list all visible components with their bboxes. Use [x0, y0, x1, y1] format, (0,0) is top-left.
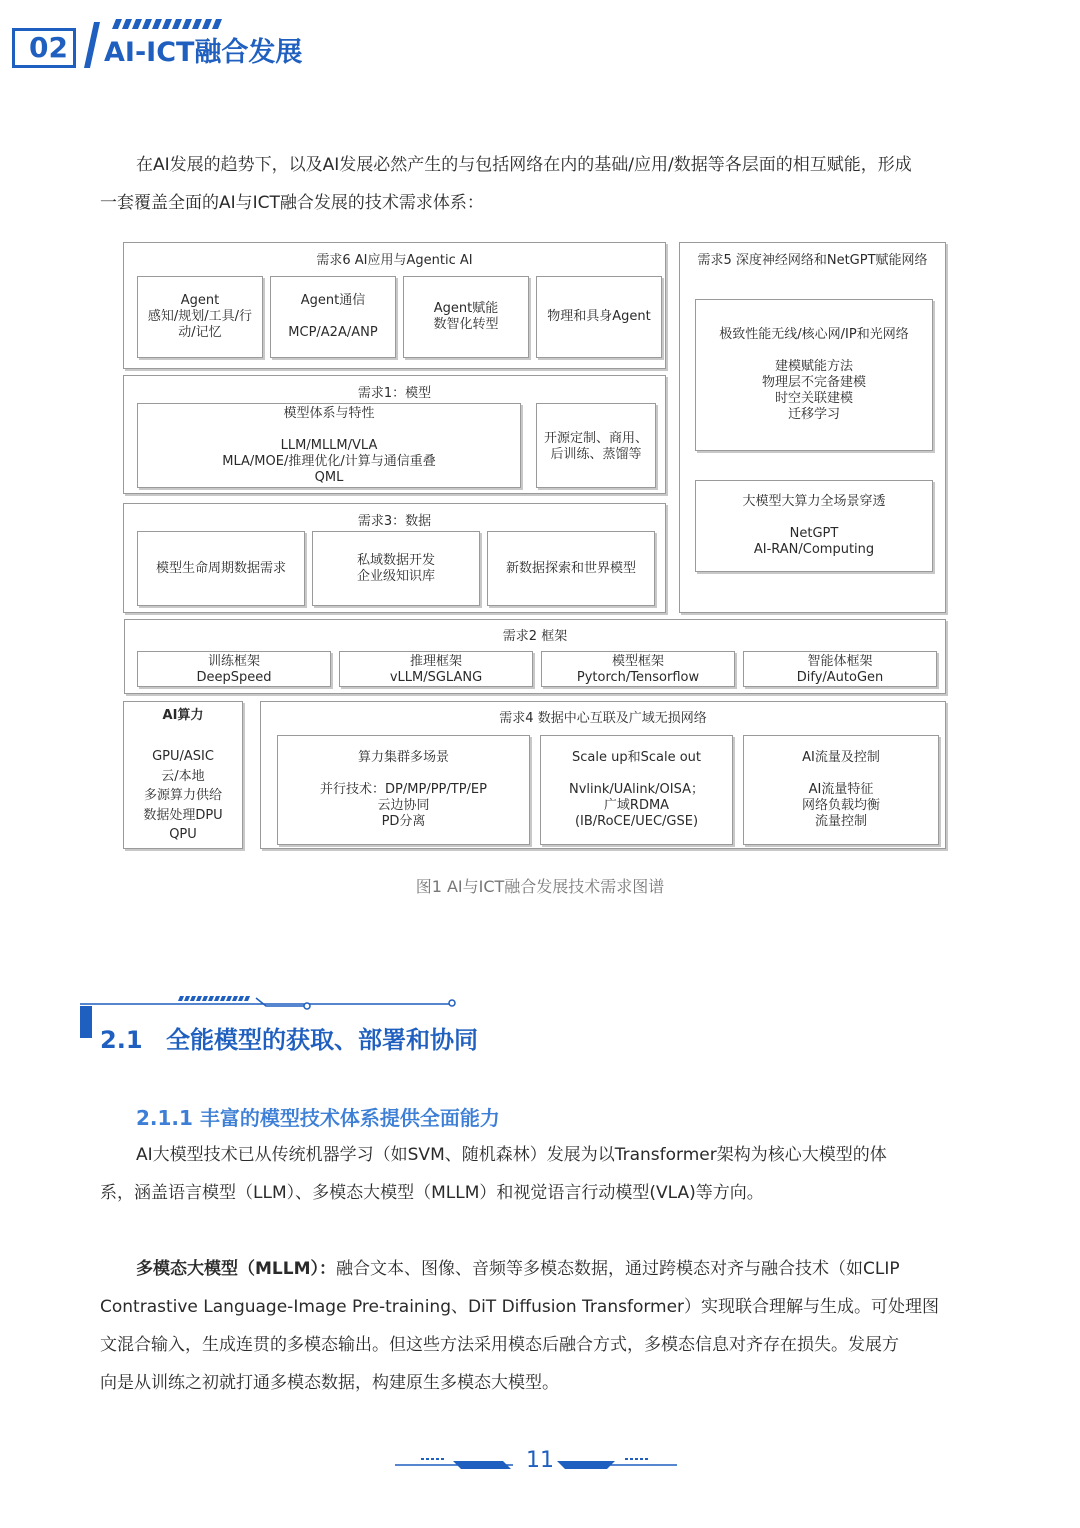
paragraph-2-line-1: 融合文本、图像、音频等多模态数据，通过跨模态对齐与融合技术（如CLIP — [336, 1259, 900, 1279]
intro-line-1: 在AI发展的趋势下，以及AI发展必然产生的与包括网络在内的基础/应用/数据等各层面的相互赋能，形成 — [136, 155, 912, 175]
req3-title: 需求3：数据 — [357, 514, 432, 529]
req1-side — [536, 403, 656, 488]
figure-caption: 图1 AI与ICT融合发展技术需求图谱 — [415, 877, 665, 896]
req1-title: 需求1：模型 — [357, 386, 432, 401]
req6-item-agent-comm — [270, 276, 396, 358]
req2-panel — [124, 619, 946, 694]
req5-box-network-label: 极致性能无线/核心网/IP和光网络 建模赋能方法 物理层不完备建模 时空关联建模 迁移学习 — [719, 327, 909, 422]
req3-panel — [123, 503, 666, 613]
req5-panel — [679, 242, 946, 613]
req3-item-world-model — [487, 531, 655, 606]
req3-item-private-data-label: 私域数据开发 企业级知识库 — [356, 553, 435, 584]
req3-item-lifecycle-label: 模型生命周期数据需求 — [155, 561, 286, 576]
chapter-number-badge: 02 — [12, 28, 76, 68]
req2-item-inference-label: 推理框架 vLLM/SGLANG — [389, 654, 483, 685]
paragraph-2 — [100, 1250, 980, 1402]
intro-line-2: 一套覆盖全面的AI与ICT融合发展的技术需求体系： — [100, 193, 484, 213]
req3-item-private-data — [312, 531, 480, 606]
req2-item-agent-framework — [743, 651, 937, 687]
req6-title: 需求6 AI应用与Agentic AI — [316, 253, 473, 268]
req5-title: 需求5 深度神经网络和NetGPT赋能网络 — [697, 253, 928, 268]
req1-model-system-head: 模型体系与特性 — [283, 406, 375, 421]
paragraph-1-line-1: AI大模型技术已从传统机器学习（如SVM、随机森林）发展为以Transformer架构为核心大模型的体 — [136, 1145, 887, 1165]
paragraph-2-line-4: 向是从训练之初就打通多模态数据，构建原生多模态大模型。 — [100, 1373, 559, 1393]
req2-item-training-label: 训练框架 DeepSpeed — [196, 654, 272, 685]
req6-panel — [123, 242, 666, 369]
compute-title: AI算力 — [162, 708, 204, 723]
req6-item-agent — [137, 276, 263, 358]
req5-box-netgpt-label: 大模型大算力全场景穿透 NetGPT AI-RAN/Computing — [742, 494, 886, 557]
subsection-heading: 2.1.1 丰富的模型技术体系提供全面能力 — [136, 1106, 500, 1130]
req1-side-label: 开源定制、商用、 后训练、蒸馏等 — [543, 431, 648, 462]
req6-item-agent-comm-label: Agent通信 MCP/A2A/ANP — [288, 293, 378, 340]
req3-item-lifecycle — [137, 531, 305, 606]
req4-item-cluster — [277, 735, 530, 845]
req4-item-cluster-label: 算力集群多场景 并行技术：DP/MP/PP/TP/EP 云边协同 PD分离 — [320, 750, 487, 829]
req2-item-agent-framework-label: 智能体框架 Dify/AutoGen — [796, 654, 884, 685]
req6-item-embodied — [536, 276, 662, 358]
req6-item-embodied-label: 物理和具身Agent — [547, 309, 651, 324]
paragraph-2-line-3: 文混合输入，生成连贯的多模态输出。但这些方法采用模态后融合方式，多模态信息对齐存在损失。发展方 — [100, 1335, 899, 1355]
paragraph-2-lead: 多模态大模型（MLLM）： — [136, 1259, 336, 1279]
page-number: 11 — [526, 1448, 554, 1473]
req4-panel — [260, 701, 946, 849]
compute-panel — [123, 701, 243, 849]
chapter-title: AI-ICT融合发展 — [104, 37, 303, 68]
paragraph-2-line-2: Contrastive Language-Image Pre-training、DiT Diffusion Transformer）实现联合理解与生成。可处理图 — [100, 1297, 940, 1317]
paragraph-1-line-2: 系，涵盖语言模型（LLM）、多模态大模型（MLLM）和视觉语言行动模型(VLA)等方向。 — [100, 1183, 764, 1203]
req4-item-scale — [540, 735, 733, 845]
req2-item-training — [137, 651, 331, 687]
paragraph-1 — [100, 1136, 980, 1212]
req2-item-inference — [339, 651, 533, 687]
req4-item-scale-label: Scale up和Scale out Nvlink/UAlink/OISA； 广域RDMA (IB/RoCE/UEC/GSE) — [568, 750, 705, 829]
section-number: 2.1 — [100, 1026, 143, 1054]
req5-box-netgpt — [695, 480, 933, 572]
req5-box-network — [695, 299, 933, 451]
req3-item-world-model-label: 新数据探索和世界模型 — [505, 561, 636, 576]
req4-item-traffic — [743, 735, 939, 845]
req6-item-agent-label: Agent 感知/规划/工具/行 动/记忆 — [147, 293, 253, 340]
req4-title: 需求4 数据中心互联及广域无损网络 — [499, 711, 707, 726]
req1-panel — [123, 375, 666, 494]
req2-title: 需求2 框架 — [502, 629, 568, 644]
req1-model-system — [137, 403, 521, 488]
req1-model-system-body: LLM/MLLM/VLA MLA/MOE/推理优化/计算与通信重叠 QML — [222, 438, 436, 485]
req4-item-traffic-label: AI流量及控制 AI流量特征 网络负载均衡 流量控制 — [801, 750, 880, 829]
section-heading — [100, 1020, 478, 1055]
compute-body: GPU/ASIC 云/本地 多源算力供给 数据处理DPU QPU — [143, 749, 223, 842]
req2-item-model-framework-label: 模型框架 Pytorch/Tensorflow — [576, 654, 700, 685]
req6-item-agent-empower-label: Agent赋能 数智化转型 — [433, 301, 499, 332]
req6-item-agent-empower — [403, 276, 529, 358]
req2-item-model-framework — [541, 651, 735, 687]
section-title: 全能模型的获取、部署和协同 — [166, 1026, 478, 1054]
